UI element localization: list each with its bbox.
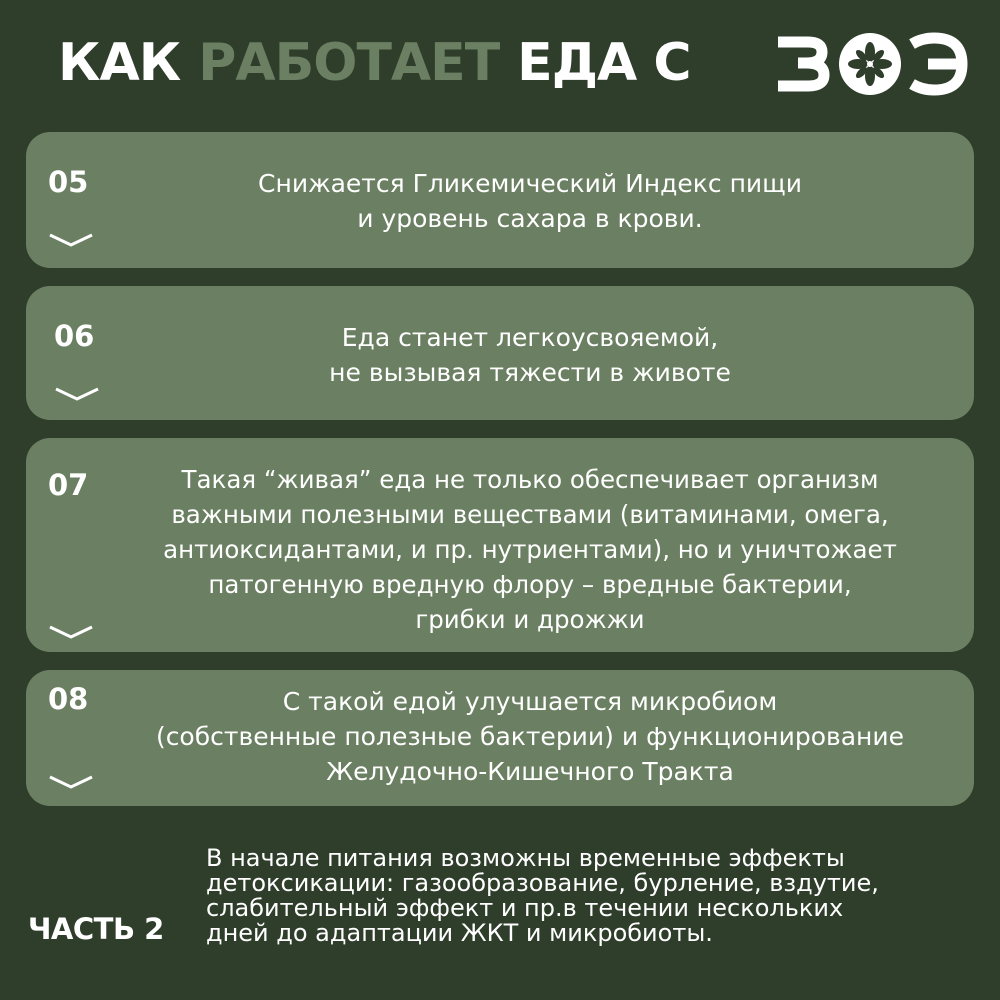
card-number: 05: [48, 165, 89, 199]
chevron-down-icon: [54, 386, 100, 402]
card-text-line: важными полезными веществами (витаминами, омега,: [171, 500, 889, 529]
card-number: 07: [48, 468, 89, 502]
note-line: дней до адаптации ЖКТ и микробиоты.: [206, 919, 713, 947]
logo-letter-e: [912, 38, 962, 90]
card-07: [26, 438, 974, 652]
card-06: [26, 286, 974, 420]
card-text-line: и уровень сахара в крови.: [357, 204, 703, 233]
title-word-1: КАК: [58, 33, 181, 93]
card-text-line: Еда станет легкоусвояемой,: [341, 323, 719, 352]
card-text-line: грибки и дрожжи: [415, 605, 645, 634]
note-line: слабительный эффект и пр.в течении нескольких: [206, 894, 844, 922]
card-05: [26, 132, 974, 268]
logo-flower-icon: [839, 33, 901, 95]
zoe-logo: [772, 30, 968, 96]
title-word-3: ЕДА С: [517, 33, 691, 93]
card-text-line: не вызывая тяжести в животе: [329, 358, 731, 387]
chevron-down-icon: [48, 232, 94, 248]
card-number: 06: [54, 319, 95, 353]
card-text-line: С такой едой улучшается микробиом: [282, 687, 778, 716]
chevron-down-icon: [48, 624, 94, 640]
title-word-2: РАБОТАЕТ: [198, 33, 500, 93]
logo-letter-ze: [778, 42, 824, 86]
card-text: [106, 320, 954, 390]
card-number: 08: [48, 682, 89, 716]
card-text-line: антиоксидантами, и пр. нутриентами), но и уничтожает: [163, 535, 897, 564]
card-text-line: (собственные полезные бактерии) и функционирование: [155, 722, 905, 751]
card-text-line: Снижается Гликемический Индекс пищи: [258, 169, 802, 198]
card-text-line: Такая “живая” еда не только обеспечивает организм: [181, 465, 879, 494]
card-text: [106, 684, 954, 789]
footer-note: [206, 846, 986, 946]
note-line: В начале питания возможны временные эффекты: [206, 844, 845, 872]
card-text: [106, 462, 954, 637]
card-08: [26, 670, 974, 806]
chevron-down-icon: [48, 774, 94, 790]
card-text-line: Желудочно-Кишечного Тракта: [326, 757, 734, 786]
card-text: [106, 166, 954, 236]
page-title: [58, 28, 709, 98]
note-line: детоксикации: газообразование, бурление, вздутие,: [206, 869, 879, 897]
part-label: ЧАСТЬ 2: [28, 912, 164, 946]
card-text-line: патогенную вредную флору – вредные бактерии,: [208, 570, 852, 599]
